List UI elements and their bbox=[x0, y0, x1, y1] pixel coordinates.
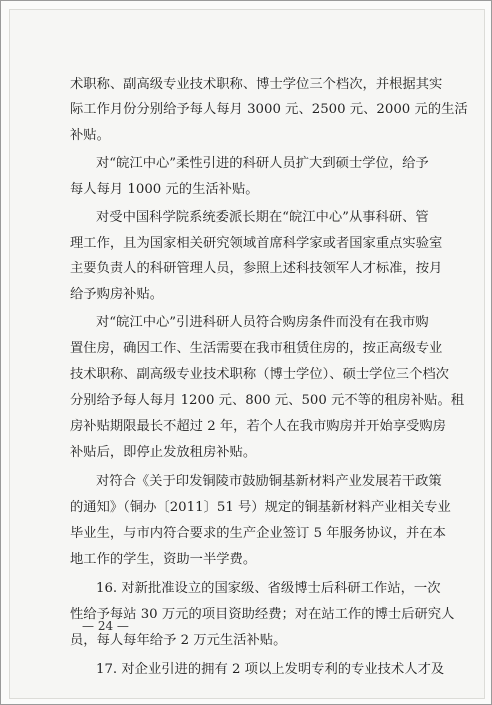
text-line: 的通知》（铜办〔2011〕51 号）规定的铜基新材料产业相关专业 bbox=[70, 500, 451, 515]
text-line: 对符合《关于印发铜陵市鼓励铜基新材料产业发展若干政策 bbox=[96, 474, 442, 489]
text-line: 对“皖江中心”引进科研人员符合购房条件而没有在我市购 bbox=[96, 315, 429, 330]
text-line: 17. 对企业引进的拥有 2 项以上发明专利的专业技术人才及 bbox=[96, 662, 445, 677]
text-line: 16. 对新批准设立的国家级、省级博士后科研工作站，一次 bbox=[96, 581, 441, 596]
page-number: — 24 — bbox=[82, 619, 129, 633]
text-line: 分别给予每人每月 1200 元、800 元、500 元不等的租房补贴。租 bbox=[70, 393, 465, 408]
text-line: 给予购房补贴。 bbox=[70, 287, 164, 302]
text-line: 理工作，且为国家相关研究领域首席科学家或者国家重点实验室 bbox=[70, 236, 443, 251]
text-line: 主要负责人的科研管理人员，参照上述科技领军人才标准，按月 bbox=[70, 261, 443, 276]
text-line: 性给予每站 30 万元的项目资助经费；对在站工作的博士后研究人 bbox=[70, 607, 455, 622]
text-line: 地工作的学生，资助一半学费。 bbox=[70, 552, 257, 567]
text-line: 补贴后，即停止发放租房补贴。 bbox=[70, 445, 257, 460]
text-line: 对受中国科学院系统委派长期在“皖江中心”从事科研、管 bbox=[96, 210, 429, 225]
text-line: 际工作月份分别给予每人每月 3000 元、2500 元、2000 元的生活 bbox=[70, 102, 468, 117]
text-line: 员，每人每年给予 2 万元生活补贴。 bbox=[70, 633, 287, 648]
text-line: 毕业生，与市内符合要求的生产企业签订 5 年服务协议，并在本 bbox=[70, 526, 446, 541]
text-line: 补贴。 bbox=[70, 128, 110, 143]
text-line: 置住房，确因工作、生活需要在我市租赁住房的，按正高级专业 bbox=[70, 341, 443, 356]
text-line: 技术职称、副高级专业技术职称（博士学位）、硕士学位三个档次 bbox=[70, 367, 449, 382]
text-line: 每人每月 1000 元的生活补贴。 bbox=[70, 182, 259, 197]
text-line: 对“皖江中心”柔性引进的科研人员扩大到硕士学位，给予 bbox=[96, 156, 429, 171]
text-line: 术职称、副高级专业技术职称、博士学位三个档次，并根据其实 bbox=[70, 77, 443, 92]
text-line: 房补贴期限最长不超过 2 年，若个人在我市购房并开始享受购房 bbox=[70, 419, 446, 434]
